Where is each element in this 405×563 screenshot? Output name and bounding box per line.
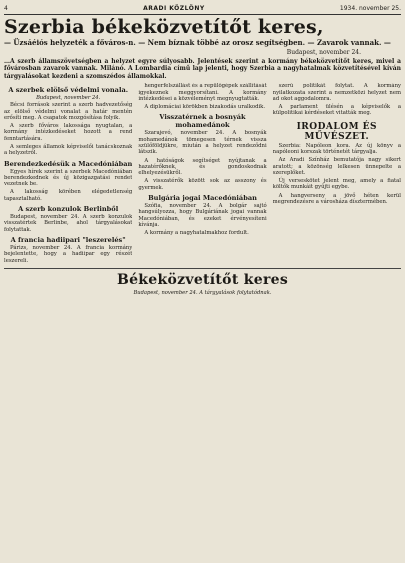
paragraph: A parlament ülésén a képviselők a külpolitikai kérdéseket vitatták meg. — [272, 104, 401, 117]
article-title: Visszatérnek a bosnyák mohamedánok — [159, 113, 246, 130]
divider — [4, 268, 401, 269]
column-right — [273, 83, 401, 266]
paper-name: ARADI KÖZLÖNY — [143, 5, 205, 12]
paragraph: Az Aradi Színház bemutatója nagy sikert aratott; a közönség lelkesen ünnepelte a szereplőket. — [272, 157, 401, 176]
lead-paragraph: …A szerb államszövetségben a helyzet egyre súlyosabb. Jelentések szerint a kormány békeközvetítőt keres, mivel a fővárosban zavarok vannak. Milánó. A Lombardia című lap jelenti, hogy Szerbia a nagyhatalmak közvetítésével kíván tárgyalásokat kezdeni a szomszédos államokkal. — [4, 58, 401, 80]
issue-date: 1934. november 25. — [339, 5, 401, 12]
article-title: A szerbek elölső védelmi vonala. — [8, 86, 129, 95]
paragraph: A visszatérők között sok az asszony és gyermek. — [138, 178, 267, 191]
paragraph: hengerfelszállást és a repülőgépek szállítását igyekeznek meggyorsítani. A kormány intézkedései a közvéleményt megnyugtatták. — [138, 83, 267, 102]
bottom-dateline: Budapest, november 24. A tárgyalások folytatódnak. — [133, 289, 272, 296]
paragraph: A szerb főváros lakossága nyugtalan, a kormány intézkedéseket hozott a rend fenntartására. — [4, 123, 133, 142]
paragraph: szerű politikát folytat. A kormány nyilatkozata szerint a nemzetközi helyzet nem ad okot aggodalomra. — [272, 83, 401, 102]
paragraph: Szarajevó, november 24. A bosnyák mohamedánok tömegesen térnek vissza szülőföldjükre, miután a helyzet rendeződni látszik. — [138, 130, 267, 156]
main-headline: Szerbia békeközvetítőt keres, — [4, 17, 324, 38]
paragraph: A hangverseny a jövő héten kerül megrendezésre a városháza dísztermében. — [272, 192, 401, 206]
paragraph: A hatóságok segítséget nyújtanak a hazatérőknek, és gondoskodnak elhelyezésükről. — [138, 157, 267, 177]
section-heading: IRODALOM ÉS MŰVÉSZET. — [296, 121, 378, 142]
column-middle — [138, 83, 266, 266]
article-title: A szerb konzulok Berlinből — [18, 205, 119, 214]
paragraph: Párizs, november 24. A francia kormány bejelentette, hogy a hadiipar egy részét leszereli. — [4, 244, 133, 264]
article-dateline: Budapest, november 24. — [36, 95, 101, 102]
newspaper-page — [4, 4, 401, 555]
paragraph: A kormány a nagyhatalmakhoz fordult. — [144, 230, 249, 237]
column-left — [4, 83, 132, 266]
article-title: Bulgária jogai Macedóniában — [148, 194, 257, 203]
paragraph: Budapest, november 24. A szerb konzulok visszatértek Berlinbe, ahol tárgyalásokat folytattak. — [4, 214, 133, 233]
paragraph: A diplomáciai körökben bizakodás uralkodik. — [144, 104, 266, 111]
subheadline: — Üzsáéiós helyzeték a főváros-n. — Nem bíznak többé az orosz segítségben. — Zavarok vannak. — — [4, 38, 391, 47]
bottom-headline: Békeközvetítőt keres — [116, 271, 289, 288]
article-title: A francia hadiipari "leszerelés" — [10, 235, 126, 244]
paragraph: Bécsi források szerint a szerb hadvezetőség az elölső védelmi vonalat a határ mentén erősíti meg. A csapatok mozgósítása folyik. — [4, 102, 133, 121]
article-columns — [4, 83, 401, 266]
masthead — [4, 4, 401, 15]
paragraph: Szerbia: Napóleon kora. Az új könyv a napóleoni korszak történetét tárgyalja. — [272, 142, 401, 155]
article-title: Berendezkedésük a Macedóniában — [4, 159, 133, 168]
paragraph: A semleges államok képviselői tanácskoznak a helyzetről. — [4, 144, 133, 157]
paragraph: Szófia, november 24. A bolgár sajtó hangsúlyozza, hogy Bulgáriának jogai vannak Macedóniában, és ezeket érvényesíteni kívánja. — [138, 203, 267, 228]
paragraph: Egyes hírek szerint a szerbek Macedóniában berendezkednek és új közigazgatási rendet vezetnek be. — [4, 168, 133, 188]
paragraph: Új verseskötet jelent meg, amely a fiatal költők munkáit gyűjti egybe. — [272, 178, 401, 191]
dateline: Budapest, november 24. — [286, 49, 361, 56]
page-number: 4 — [4, 5, 8, 12]
paragraph: A lakosság körében elégedetlenség tapasztalható. — [4, 189, 133, 202]
